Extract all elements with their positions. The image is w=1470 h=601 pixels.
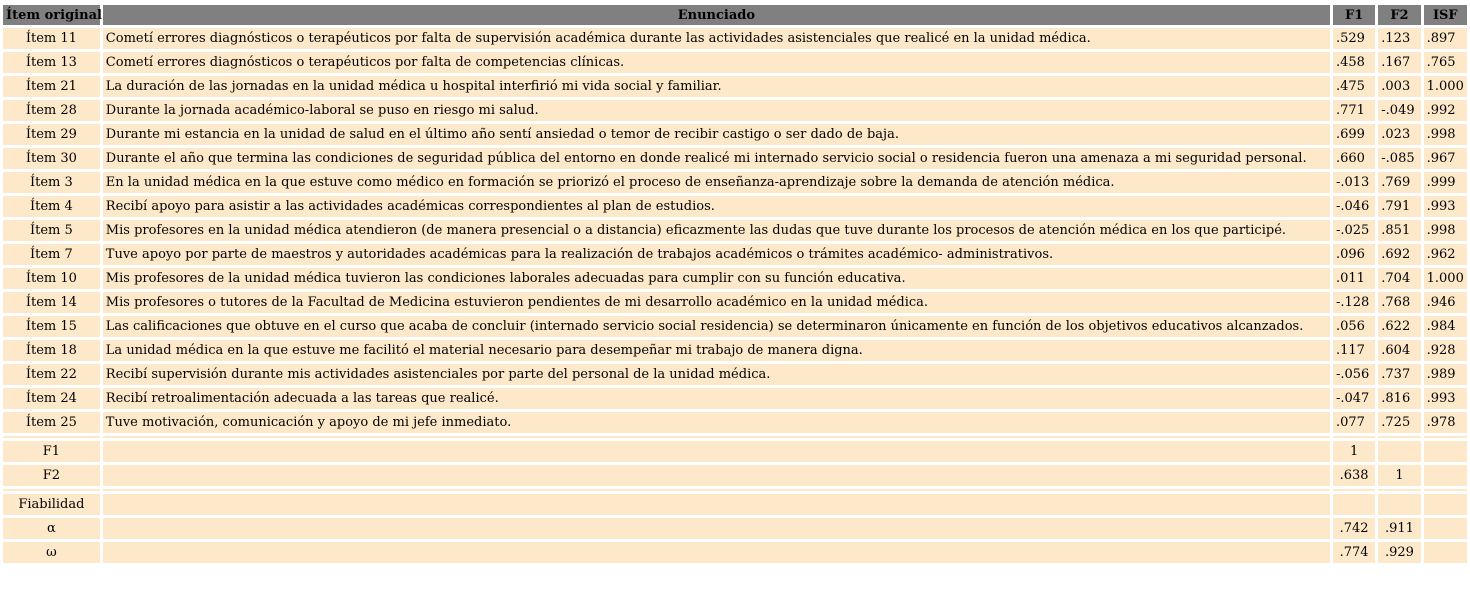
statement-cell: Durante la jornada académico-laboral se puso en riesgo mi salud.: [103, 100, 1330, 121]
f1-cell: .475: [1333, 76, 1375, 97]
header-isf: ISF: [1424, 5, 1467, 25]
table-row: [3, 388, 1467, 409]
f2-cell: .622: [1378, 316, 1420, 337]
empty-cell: [1424, 494, 1467, 515]
statement-cell: Tuve apoyo por parte de maestros y autoridades académicas para la realización de trabajos académicos o trámites académico- administrativos.: [103, 244, 1330, 265]
reliability-isf: [1424, 518, 1467, 539]
correlation-f2: 1: [1378, 465, 1420, 486]
correlation-row: [3, 441, 1467, 462]
separator-row: [3, 436, 1467, 438]
isf-cell: .984: [1424, 316, 1467, 337]
isf-cell: .978: [1424, 412, 1467, 433]
reliability-title: Fiabilidad: [3, 494, 100, 515]
f2-cell: .692: [1378, 244, 1420, 265]
f1-cell: .056: [1333, 316, 1375, 337]
f2-cell: -.085: [1378, 148, 1420, 169]
f2-cell: .816: [1378, 388, 1420, 409]
isf-cell: .993: [1424, 196, 1467, 217]
reliability-row-omega: [3, 542, 1467, 563]
header-statement: Enunciado: [103, 5, 1330, 25]
reliability-f2: .929: [1378, 542, 1420, 563]
f1-cell: -.128: [1333, 292, 1375, 313]
header-item: Ítem original: [3, 5, 100, 25]
table-row: [3, 148, 1467, 169]
empty-cell: [1378, 494, 1420, 515]
isf-cell: 1.000: [1424, 76, 1467, 97]
reliability-title-row: [3, 494, 1467, 515]
correlation-isf: [1424, 441, 1467, 462]
statement-cell: Cometí errores diagnósticos o terapéuticos por falta de competencias clínicas.: [103, 52, 1330, 73]
separator-row: [3, 489, 1467, 491]
correlation-row: [3, 465, 1467, 486]
table-row: [3, 196, 1467, 217]
isf-cell: .967: [1424, 148, 1467, 169]
table-row: [3, 268, 1467, 289]
correlation-f1: 1: [1333, 441, 1375, 462]
item-cell: Ítem 29: [3, 124, 100, 145]
header-f2: F2: [1378, 5, 1420, 25]
item-cell: Ítem 18: [3, 340, 100, 361]
empty-cell: [103, 465, 1330, 486]
empty-cell: [103, 518, 1330, 539]
f2-cell: .003: [1378, 76, 1420, 97]
statement-cell: La unidad médica en la que estuve me facilitó el material necesario para desempeñar mi trabajo de manera digna.: [103, 340, 1330, 361]
item-cell: Ítem 24: [3, 388, 100, 409]
f2-cell: .704: [1378, 268, 1420, 289]
correlations-body: [3, 436, 1467, 563]
header-f1: F1: [1333, 5, 1375, 25]
f2-cell: .791: [1378, 196, 1420, 217]
f1-cell: .096: [1333, 244, 1375, 265]
item-cell: Ítem 21: [3, 76, 100, 97]
reliability-f1: .742: [1333, 518, 1375, 539]
empty-cell: [103, 542, 1330, 563]
f2-cell: .123: [1378, 28, 1420, 49]
f1-cell: -.047: [1333, 388, 1375, 409]
table-row: [3, 316, 1467, 337]
reliability-label: ω: [3, 542, 100, 563]
correlation-f1: .638: [1333, 465, 1375, 486]
isf-cell: .998: [1424, 220, 1467, 241]
f1-cell: .011: [1333, 268, 1375, 289]
statement-cell: Mis profesores en la unidad médica atendieron (de manera presencial o a distancia) eficazmente las dudas que tuve durante los procesos de atención médica en los que participé.: [103, 220, 1330, 241]
statement-cell: Recibí supervisión durante mis actividades asistenciales por parte del personal de la unidad médica.: [103, 364, 1330, 385]
f2-cell: .769: [1378, 172, 1420, 193]
isf-cell: .999: [1424, 172, 1467, 193]
table-row: [3, 28, 1467, 49]
statement-cell: Tuve motivación, comunicación y apoyo de mi jefe inmediato.: [103, 412, 1330, 433]
f1-cell: .771: [1333, 100, 1375, 121]
f1-cell: -.013: [1333, 172, 1375, 193]
f1-cell: -.025: [1333, 220, 1375, 241]
isf-cell: .993: [1424, 388, 1467, 409]
f1-cell: .458: [1333, 52, 1375, 73]
correlation-label: F1: [3, 441, 100, 462]
isf-cell: .998: [1424, 124, 1467, 145]
f1-cell: .077: [1333, 412, 1375, 433]
table-row: [3, 412, 1467, 433]
isf-cell: .928: [1424, 340, 1467, 361]
correlation-isf: [1424, 465, 1467, 486]
isf-cell: .765: [1424, 52, 1467, 73]
table-row: [3, 340, 1467, 361]
statement-cell: Durante mi estancia en la unidad de salud en el último año sentí ansiedad o temor de recibir castigo o ser dado de baja.: [103, 124, 1330, 145]
reliability-f2: .911: [1378, 518, 1420, 539]
item-cell: Ítem 25: [3, 412, 100, 433]
table-row: [3, 292, 1467, 313]
item-cell: Ítem 3: [3, 172, 100, 193]
f2-cell: .768: [1378, 292, 1420, 313]
statement-cell: Recibí apoyo para asistir a las actividades académicas correspondientes al plan de estudios.: [103, 196, 1330, 217]
f1-cell: .660: [1333, 148, 1375, 169]
item-cell: Ítem 13: [3, 52, 100, 73]
item-cell: Ítem 28: [3, 100, 100, 121]
item-cell: Ítem 22: [3, 364, 100, 385]
table-row: [3, 100, 1467, 121]
item-cell: Ítem 11: [3, 28, 100, 49]
isf-cell: .962: [1424, 244, 1467, 265]
table-row: [3, 244, 1467, 265]
f2-cell: .737: [1378, 364, 1420, 385]
isf-cell: .946: [1424, 292, 1467, 313]
table-row: [3, 364, 1467, 385]
f1-cell: .529: [1333, 28, 1375, 49]
item-cell: Ítem 10: [3, 268, 100, 289]
f1-cell: -.056: [1333, 364, 1375, 385]
item-cell: Ítem 4: [3, 196, 100, 217]
statement-cell: En la unidad médica en la que estuve como médico en formación se priorizó el proceso de enseñanza-aprendizaje sobre la demanda de atención médica.: [103, 172, 1330, 193]
statement-cell: La duración de las jornadas en la unidad médica u hospital interfirió mi vida social y familiar.: [103, 76, 1330, 97]
correlation-label: F2: [3, 465, 100, 486]
statement-cell: Durante el año que termina las condiciones de seguridad pública del entorno en donde realicé mi internado servicio social o residencia fueron una amenaza a mi seguridad personal.: [103, 148, 1330, 169]
reliability-row-alpha: [3, 518, 1467, 539]
correlation-f2: [1378, 441, 1420, 462]
f1-cell: .699: [1333, 124, 1375, 145]
table-row: [3, 76, 1467, 97]
statement-cell: Las calificaciones que obtuve en el curso que acaba de concluir (internado servicio social residencia) se determinaron únicamente en función de los objetivos educativos alcanzados.: [103, 316, 1330, 337]
isf-cell: .897: [1424, 28, 1467, 49]
isf-cell: .992: [1424, 100, 1467, 121]
statement-cell: Recibí retroalimentación adecuada a las tareas que realicé.: [103, 388, 1330, 409]
f2-cell: -.049: [1378, 100, 1420, 121]
item-cell: Ítem 14: [3, 292, 100, 313]
statement-cell: Mis profesores o tutores de la Facultad de Medicina estuvieron pendientes de mi desarrollo académico en la unidad médica.: [103, 292, 1330, 313]
reliability-isf: [1424, 542, 1467, 563]
statement-cell: Cometí errores diagnósticos o terapéuticos por falta de supervisión académica durante las actividades asistenciales que realicé en la unidad médica.: [103, 28, 1330, 49]
item-cell: Ítem 5: [3, 220, 100, 241]
reliability-label: α: [3, 518, 100, 539]
f2-cell: .023: [1378, 124, 1420, 145]
empty-cell: [103, 494, 1330, 515]
f1-cell: .117: [1333, 340, 1375, 361]
f1-cell: -.046: [1333, 196, 1375, 217]
reliability-f1: .774: [1333, 542, 1375, 563]
table-row: [3, 124, 1467, 145]
f2-cell: .725: [1378, 412, 1420, 433]
empty-cell: [103, 441, 1330, 462]
f2-cell: .167: [1378, 52, 1420, 73]
items-body: [3, 28, 1467, 433]
isf-cell: 1.000: [1424, 268, 1467, 289]
item-cell: Ítem 30: [3, 148, 100, 169]
header-row: [3, 5, 1467, 25]
statement-cell: Mis profesores de la unidad médica tuvieron las condiciones laborales adecuadas para cumplir con su función educativa.: [103, 268, 1330, 289]
table-row: [3, 172, 1467, 193]
isf-cell: .989: [1424, 364, 1467, 385]
factor-loadings-table: [0, 2, 1470, 566]
item-cell: Ítem 7: [3, 244, 100, 265]
f2-cell: .851: [1378, 220, 1420, 241]
f2-cell: .604: [1378, 340, 1420, 361]
table-row: [3, 220, 1467, 241]
item-cell: Ítem 15: [3, 316, 100, 337]
table-row: [3, 52, 1467, 73]
empty-cell: [1333, 494, 1375, 515]
